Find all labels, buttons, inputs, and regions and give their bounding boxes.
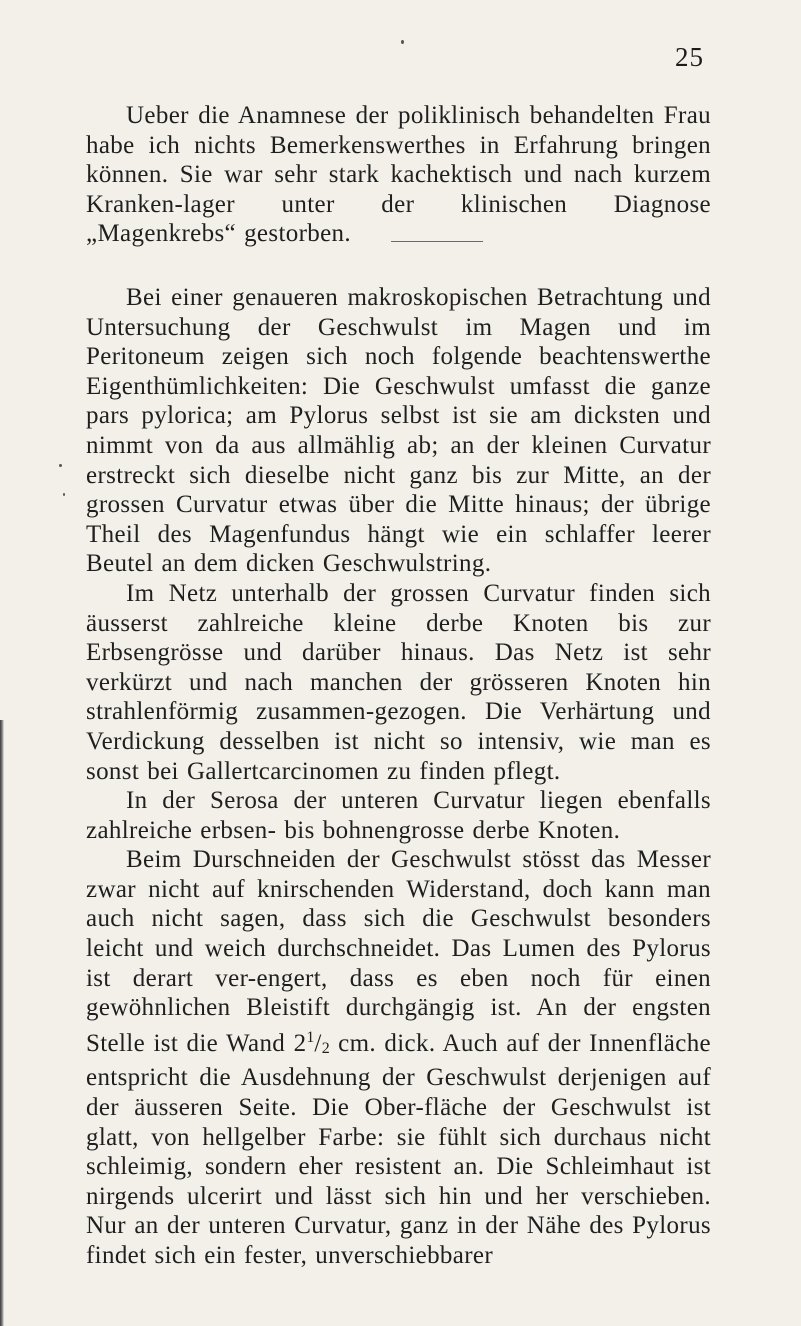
paragraph-cut-surface: Beim Durschneiden der Geschwulst stösst das Messer zwar nicht auf knirschenden Widerstand, doch kann man auch nicht sagen, dass sich die Geschwulst besonders leicht und weich durchschneidet. Das Lumen des Pylorus ist derart ver-engert, dass es eben noch für einen gewöhnlichen Bleistift durchgängig ist. An der engsten Stelle ist die Wand $2^1/2$ cm. dick. Auch auf der Innenfläche entspricht die Ausdehnung der Geschwulst derjenigen auf der äusseren Seite. Die Ober-fläche der Geschwulst ist glatt, von hellgelber Farbe: sie fühlt sich durchaus nicht schleimig, sondern eher resistent an. Die Schleimhaut ist nirgends ulcerirt und lässt sich hin und her verschieben. Nur an der unteren Curvatur, ganz in der Nähe des Pylorus findet sich ein fester, unverschiebbarer <box>86 846 711 1269</box>
paper-speck <box>59 464 62 467</box>
paper-speck <box>401 40 404 44</box>
paragraph-omentum: Im Netz unterhalb der grossen Curvatur finden sich äusserst zahlreiche kleine derbe Knoten bis zur Erbsengrösse und darüber hinaus. Das Netz ist sehr verkürzt und nach manchen der grösseren Knoten hin strahlenförmig zusammen-gezogen. Die Verhärtung und Verdickung desselben ist nicht so intensiv, wie man es sonst bei Gallertcarcinomen zu finden pflegt. <box>86 579 711 785</box>
paper-speck <box>63 493 65 496</box>
fraction-numerator: 1 <box>306 1028 315 1046</box>
paragraph-cut-surface-part-2: cm. dick. Auch auf der Innenfläche entspricht die Ausdehnung der Geschwulst derjenigen auf der äusseren Seite. Die Ober-fläche der Geschwulst ist glatt, von hellgelber Farbe: sie fühlt sich durchaus nicht schleimig, sondern eher resistent an. Die Schleimhaut ist nirgends ulcerirt und lässt sich hin und her verschieben. Nur an der unteren Curvatur, ganz in der Nähe des Pylorus findet sich ein fester, unverschiebbarer <box>86 1029 711 1269</box>
fraction-denominator: 2 <box>321 1039 330 1057</box>
paragraph-macroscopic-findings: Bei einer genaueren makroskopischen Betrachtung und Untersuchung der Geschwulst im Magen und im Peritoneum zeigen sich noch folgende beachtenswerthe Eigenthümlichkeiten: Die Geschwulst umfasst die ganze pars pylorica; am Pylorus selbst ist sie am dicksten und nimmt von da aus allmählig ab; an der kleinen Curvatur erstreckt sich dieselbe nicht ganz bis zur Mitte, an der grossen Curvatur etwas über die Mitte hinaus; der übrige Theil des Magenfundus hängt wie ein schlaffer leerer Beutel an dem dicken Geschwulstring. <box>86 284 711 578</box>
paragraph-cut-surface-part-1: Beim Durschneiden der Geschwulst stösst das Messer zwar nicht auf knirschenden Widerstand, doch kann man auch nicht sagen, dass sich die Geschwulst besonders leicht und weich durchschneidet. Das Lumen des Pylorus ist derart ver-engert, dass es eben noch für einen gewöhnlichen Bleistift durchgängig ist. An der engsten Stelle ist die Wand 2 <box>86 846 711 1057</box>
page-number: 25 <box>675 42 704 72</box>
paragraph-serosa: In der Serosa der unteren Curvatur liegen ebenfalls zahlreiche erbsen- bis bohnengrosse derbe Knoten. <box>86 787 711 844</box>
paragraph-anamnesis: Ueber die Anamnese der poliklinisch behandelten Frau habe ich nichts Bemerkenswerthes in Erfahrung bringen können. Sie war sehr stark kachektisch und nach kurzem Kranken-lager unter der klinischen Diagnose „Magenkrebs“ gestorben. <box>86 102 711 248</box>
text-section-findings <box>86 283 711 1271</box>
page-binding-shadow <box>0 720 4 1326</box>
section-divider-rule <box>391 241 483 242</box>
text-section-anamnesis <box>86 101 711 249</box>
